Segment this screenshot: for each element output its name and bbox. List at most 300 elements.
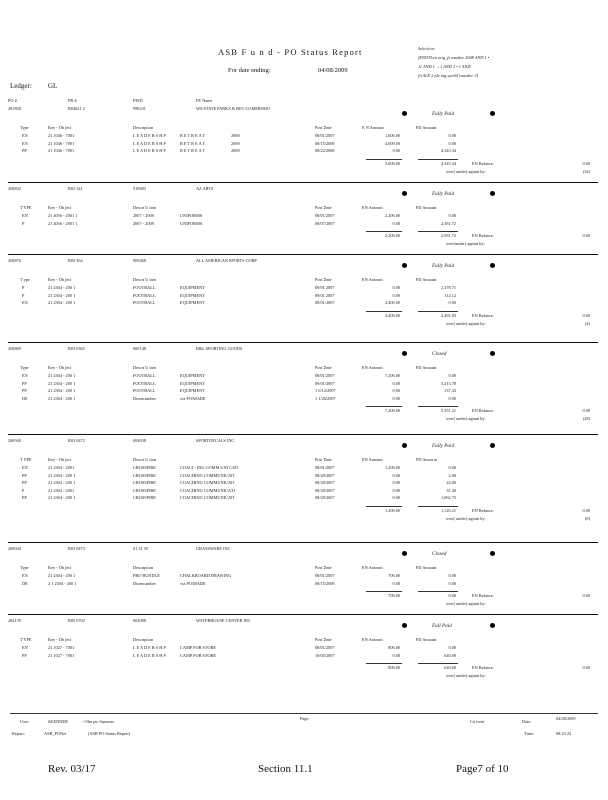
line-header-key: Key - Ob ject xyxy=(48,125,72,130)
line-desc-1: L E A D E R S H P xyxy=(133,140,166,146)
line-post-date: 08/01/2007 xyxy=(315,465,335,470)
footer-report-label: Report: xyxy=(12,731,25,736)
line-pd-amount: 0.00 xyxy=(448,645,456,650)
po-number: 268944 xyxy=(8,546,21,551)
line-desc-2: UNIFORMS xyxy=(180,213,203,218)
line-key: 21 1027 - 7001 xyxy=(48,652,75,658)
line-desc-1: FOOTBALL xyxy=(133,373,156,378)
line-header-en-amount: EN Amount xyxy=(362,565,383,570)
line-header-description: Descri U tion xyxy=(133,277,157,282)
line-header-key: Key - Ob ject xyxy=(48,205,72,210)
pd-total-rule xyxy=(418,506,458,507)
en-total-rule xyxy=(366,231,402,232)
line-en-amount: 1,600.00 xyxy=(384,133,400,138)
line-desc-2: CAMP FOR STORE xyxy=(180,652,217,658)
en-total-rule xyxy=(366,311,402,312)
over-under-label: over(under) agmnt by: xyxy=(446,241,485,247)
line-header-description: Descri U tion xyxy=(133,365,157,370)
line-header-type: Type xyxy=(20,125,29,130)
line-key: 21 1046 - 7001 xyxy=(48,133,75,138)
footer-time-label: Time: xyxy=(524,731,535,736)
ledger-label: Ledger: xyxy=(10,82,32,90)
po-number: 268940 xyxy=(8,438,21,443)
line-header-pd-amount: PD Amount xyxy=(416,365,437,370)
en-total-rule xyxy=(366,406,402,407)
pr-number: R04621 2 xyxy=(68,106,85,111)
line-desc-1: CROSSFIRE xyxy=(133,480,156,486)
line-desc-2: COACHING COMMUNICATI xyxy=(180,495,235,501)
line-desc-2: COACI - ING COMM UNI CATI xyxy=(180,465,239,470)
fe-name: SPORTDECALS INC xyxy=(196,438,235,443)
line-post-date: 08/01/2007 xyxy=(315,300,335,306)
line-header-type: T ype xyxy=(20,277,30,282)
line-post-date: 08/22/2008 xyxy=(315,148,335,154)
fe-name: GRASSWARE INC xyxy=(196,546,231,551)
over-under-value: (28) xyxy=(582,416,590,422)
line-key: 21 1046 - 7001 xyxy=(48,148,75,154)
total-pd-amount: 2,491.83 xyxy=(440,312,456,318)
line-header-key: Key - Ob ject xyxy=(48,637,72,642)
line-key: 21 2304 - 200 1 xyxy=(48,388,76,394)
line-desc-2: CHALKBOARD DRAWING xyxy=(180,573,232,578)
line-post-date: 1 0/12/2007 xyxy=(315,388,336,394)
status-dot-left-icon xyxy=(402,443,407,448)
pd-total-rule xyxy=(418,159,458,160)
line-pd-amount: 0.00 xyxy=(448,573,456,578)
line-pd-amount: 0.00 xyxy=(448,395,456,401)
footer-report-value: ASB_PONet xyxy=(44,731,67,736)
pr-number: R03 0473 xyxy=(68,546,85,551)
line-desc-1: L E A D E R S H P xyxy=(133,645,166,650)
pr-number: R03 0472 xyxy=(68,438,85,443)
selection-line-2: 11 AND 1 →1 AND 1 • 1 AND xyxy=(418,64,471,69)
line-key: 21 2304 - 200 1 xyxy=(48,292,76,298)
status-label: Fully Paid xyxy=(432,111,455,117)
line-en-amount: 0.00 xyxy=(392,292,400,298)
line-key: 21 2304 - 2001 xyxy=(48,465,75,470)
line-key: 21 2304 - 200 1 xyxy=(48,495,76,501)
over-under-value: (34) xyxy=(582,168,590,174)
line-desc-2: R E T R E A T xyxy=(180,133,206,138)
over-under-value: (8) xyxy=(584,516,590,521)
report-title: ASB F u n d - PO Status Report xyxy=(218,47,363,57)
line-header-post-date: Post Date xyxy=(315,565,332,570)
line-header-description: Description xyxy=(133,565,154,570)
line-post-date: 08/28/2007 xyxy=(315,487,335,493)
line-pd-amount: 640.00 xyxy=(444,652,456,658)
en-balance-value: 0.00 xyxy=(582,312,590,318)
status-dot-right-icon xyxy=(490,551,495,556)
en-total-rule xyxy=(366,663,402,664)
pd-total-rule xyxy=(418,406,458,407)
line-desc-2: EQUIPMENT xyxy=(180,373,205,378)
line-header-description: Description xyxy=(133,637,154,642)
line-header-type: Type xyxy=(20,565,29,570)
status-label: Closed xyxy=(432,551,447,557)
line-pd-amount: 0.00 xyxy=(448,133,456,138)
line-desc-1: 2007 - 2008 xyxy=(133,220,154,226)
line-desc-2: EQUIPMENT xyxy=(180,388,205,394)
line-desc-2: R E T R E A T xyxy=(180,140,206,146)
line-post-date: 08/01/2007 xyxy=(315,213,335,218)
status-label: Closed xyxy=(432,351,447,357)
line-desc-1: Disencumber xyxy=(133,395,156,401)
line-desc-2: COACHING COMMUNICATI xyxy=(180,480,235,486)
fe-id: 000148 xyxy=(133,346,146,351)
line-desc-3: 2008 xyxy=(231,148,240,154)
en-total-rule xyxy=(366,506,402,507)
status-dot-left-icon xyxy=(402,351,407,356)
line-header-type: Type xyxy=(20,365,29,370)
line-desc-3: TI xyxy=(231,487,236,493)
line-en-amount: 2,400.00 xyxy=(384,300,400,306)
en-balance-label: EN Balance: xyxy=(472,233,494,239)
line-en-amount: 700.00 xyxy=(388,573,400,578)
line-pd-amount: 0.00 xyxy=(448,580,456,586)
line-desc-1: L E A D E R S H P xyxy=(133,148,166,154)
total-pd-amount: 0.00 xyxy=(448,593,456,599)
fe-id: 01 31 35 xyxy=(133,546,149,551)
line-header-en-amount: EN Amount xyxy=(362,205,383,210)
line-en-amount: 4,000.00 xyxy=(384,140,400,146)
line-type: PP xyxy=(22,472,27,478)
status-dot-left-icon xyxy=(402,111,407,116)
line-type: EN xyxy=(22,465,28,470)
line-pd-amount: 112.12 xyxy=(444,292,456,298)
line-header-post-date: Post Date xyxy=(315,365,332,370)
line-key: 21 2304 - 200 1 xyxy=(48,300,76,306)
line-post-date: 1 1/26/2007 xyxy=(315,395,336,401)
line-header-key: Key - Ob ject xyxy=(48,365,72,370)
line-desc-1: FOOTBALL xyxy=(133,292,156,298)
selection-line-3: (GALE 2 ple ing yun04 )waukee 31 xyxy=(418,73,479,78)
line-en-amount: 0.00 xyxy=(392,380,400,386)
footer-current-label: Cu rrent xyxy=(470,719,485,724)
line-type: PP xyxy=(22,652,27,658)
line-key: 21 4056 - 2001 1 xyxy=(48,213,78,218)
line-post-date: 08/07/2007 xyxy=(315,220,335,226)
status-dot-right-icon xyxy=(490,191,495,196)
line-desc-2: EQUIPMENT xyxy=(180,292,205,298)
total-pd-amount: 5,351.21 xyxy=(440,408,456,414)
line-key: 21 2304 - 200 1 xyxy=(48,573,76,578)
line-key: 21 2304 - 200 1 xyxy=(48,380,76,386)
block-separator xyxy=(8,434,598,435)
line-desc-1: FOOTBALL xyxy=(133,380,156,386)
line-key: 21 2304 - 200 1 xyxy=(48,480,76,486)
line-header-en-amount: EN Amount xyxy=(362,637,383,642)
pd-total-rule xyxy=(418,663,458,664)
line-desc-2: EQUIPMENT xyxy=(180,300,205,306)
en-balance-label: EN Balance: xyxy=(472,508,494,513)
line-pd-amount: 0.00 xyxy=(448,140,456,146)
line-en-amount: 7,200.00 xyxy=(384,373,400,378)
over-under-label: over( under) agmnt by: xyxy=(446,416,486,422)
footer-date-value: 04/08/2009 xyxy=(556,716,576,721)
col-header-po: PO # xyxy=(8,98,17,103)
line-key: 21 4056 - 2001 1 xyxy=(48,220,78,226)
selection-line-1: (ENDTLen orig_fs waukee 2008 AND 1 • xyxy=(418,55,490,60)
line-type: P xyxy=(22,292,25,298)
line-post-date: 08/01/2007 xyxy=(315,573,335,578)
line-header-key: Key - Ob ject xyxy=(48,277,72,282)
line-header-pd-amount: PD Amount xyxy=(416,637,437,642)
en-total-rule xyxy=(366,159,402,160)
line-post-date: 08/15/2008 xyxy=(315,580,335,586)
pd-total-rule xyxy=(418,231,458,232)
line-en-amount: 0.00 xyxy=(392,388,400,394)
en-balance-label: EN Balance: xyxy=(472,593,494,599)
line-en-amount: 0.00 xyxy=(392,220,400,226)
line-pd-amount: 2,378.71 xyxy=(440,285,456,290)
over-under-label: over( under) agmnt by: xyxy=(446,320,486,326)
line-post-date: 09/01 2007 xyxy=(315,292,335,298)
line-pd-amount: 5,213.78 xyxy=(440,380,456,386)
line-en-amount: 800.00 xyxy=(388,645,400,650)
line-desc-1: CROSSFIRE xyxy=(133,495,156,501)
line-post-date: 08/15/2008 xyxy=(315,140,335,146)
block-separator xyxy=(8,254,598,255)
footer-user-value: SKENNER xyxy=(48,719,68,724)
line-header-key: Key - Ob ject xyxy=(48,565,72,570)
line-key: 21 2304 - 200 1 xyxy=(48,285,76,290)
line-header-post-date: Post Date xyxy=(315,277,332,282)
line-header-description: Description xyxy=(133,125,154,130)
line-desc-2: COACHING COMMUNICA xyxy=(180,487,231,493)
footer-date-label: Date: xyxy=(522,719,532,724)
en-balance-value: 0.00 xyxy=(582,160,590,166)
fe-name: WATERHOUSE CENTER INC xyxy=(196,618,251,623)
line-type: PP xyxy=(22,388,27,394)
en-balance-value: 0.00 xyxy=(582,665,590,671)
line-desc-1: FOOTBALL xyxy=(133,285,156,290)
po-number: 284139 xyxy=(8,618,21,623)
page-footer-page: Page7 of 10 xyxy=(456,763,509,775)
line-header-pd-amount: PD Amount xyxy=(416,277,437,282)
line-type: P xyxy=(22,220,25,226)
total-en-amount: 700.00 xyxy=(388,593,400,599)
line-desc-3: 2008 xyxy=(231,133,240,138)
total-en-amount: 800.00 xyxy=(388,665,400,671)
line-post-date: 08/01/2007 xyxy=(315,373,335,378)
date-ending-label: For date ending: xyxy=(228,67,271,74)
line-type: EN xyxy=(22,373,28,378)
status-dot-left-icon xyxy=(402,263,407,268)
total-pd-amount: 2,581.72 xyxy=(440,233,456,239)
block-separator xyxy=(8,614,598,615)
col-header-pr: PR # xyxy=(68,98,77,103)
line-desc-1: PRO BUNDLE xyxy=(133,573,160,578)
over-under-value: (4) xyxy=(584,320,590,326)
line-header-en-amount: EN Amount xyxy=(362,277,383,282)
line-en-amount: 0.00 xyxy=(392,487,400,493)
line-type: EN xyxy=(22,573,28,578)
fe-name: AZ ARTS xyxy=(196,186,214,191)
status-dot-right-icon xyxy=(490,263,495,268)
fe-id: 998231 xyxy=(133,106,146,111)
fe-id: 910683 xyxy=(133,186,146,191)
line-desc-2: UNIFORMS xyxy=(180,220,203,226)
line-pd-amount: 0.00 xyxy=(448,373,456,378)
line-type: PP xyxy=(22,480,27,486)
line-pd-amount: 31.40 xyxy=(446,487,456,493)
en-balance-value: 0.00 xyxy=(582,508,590,513)
line-key: 21 2304 - 200 1 xyxy=(48,472,76,478)
line-header-post-date: Post Date xyxy=(315,125,332,130)
en-balance-label: EN Balance: xyxy=(472,160,494,166)
line-desc-2: EQUIPMENT xyxy=(180,285,205,290)
status-dot-right-icon xyxy=(490,443,495,448)
status-label: Fully Paid xyxy=(432,191,455,197)
line-type: EN xyxy=(22,300,28,306)
line-key: 2 1 2304 - 200 1 xyxy=(48,580,77,586)
total-pd-amount: 640.00 xyxy=(444,665,456,671)
over-under-label: over( under) agmnt by: xyxy=(446,516,486,521)
line-desc-1: CROSSFIRE xyxy=(133,472,156,478)
line-pd-amount: 0.00 xyxy=(448,213,456,218)
line-en-amount: 0.00 xyxy=(392,652,400,658)
line-type: PP xyxy=(22,148,27,154)
line-key: 21 2304 - 200 1 xyxy=(48,373,76,378)
total-pd-amount: 1,120.21 xyxy=(440,508,456,513)
line-post-date: 10/05/2007 xyxy=(315,652,335,658)
fe-name: ALL AMERICAN SPORTS CORP xyxy=(196,258,257,263)
line-desc-1: L E A D E R S H P xyxy=(133,133,166,138)
status-label: Full Paid xyxy=(432,623,452,629)
total-en-amount: 2,400.00 xyxy=(384,312,400,318)
date-ending-value: 04/08/2009 xyxy=(318,67,348,74)
line-desc-1: L E A D E R S H P xyxy=(133,652,166,658)
line-desc-1: CROSSFIRE xyxy=(133,465,156,470)
line-type: EN xyxy=(22,213,28,218)
line-type: P xyxy=(22,285,25,290)
footer-page-label: Page: xyxy=(300,716,310,721)
line-header-en-amount: EN Amount xyxy=(362,457,383,462)
en-balance-value: 0.00 xyxy=(582,408,590,414)
line-type: PP xyxy=(22,380,27,386)
line-header-pd-amount: PD Amount xyxy=(416,125,437,130)
line-en-amount: 2,200.00 xyxy=(384,213,400,218)
line-header-pd-amount: PD Amou nt xyxy=(416,457,438,462)
po-number: 281858 xyxy=(8,106,21,111)
line-header-post-date: Post Date xyxy=(315,205,332,210)
over-under-label: over( under) agmnt by: xyxy=(446,601,486,607)
line-desc-1: 2007 - 2008 xyxy=(133,213,154,218)
line-header-type: T YPE xyxy=(20,205,32,210)
total-en-amount: 7,200.00 xyxy=(384,408,400,414)
line-desc-2: CAMP FOR STORE xyxy=(180,645,217,650)
status-dot-left-icon xyxy=(402,623,407,628)
line-header-post-date: Post Date xyxy=(315,637,332,642)
line-header-pd-amount: PD Amount xyxy=(416,205,437,210)
line-post-date: 09/01 2007 xyxy=(315,285,335,290)
line-pd-amount: 0.00 xyxy=(448,465,456,470)
line-header-en-amount: E N Amount xyxy=(362,125,384,130)
line-key: 21 1046 - 7001 xyxy=(48,140,75,146)
line-post-date: 09/01/2007 xyxy=(315,380,335,386)
en-balance-value: 0.00 xyxy=(582,593,590,599)
line-type: DE xyxy=(22,395,28,401)
line-pd-amount: 0.00 xyxy=(448,300,456,306)
line-header-description: Descri U tion xyxy=(133,205,157,210)
en-balance-value: 0.00 xyxy=(582,233,590,239)
line-header-post-date: Post Date xyxy=(315,457,332,462)
fe-id: 004088 xyxy=(133,618,146,623)
line-type: DE xyxy=(22,580,28,586)
line-header-description: Descri U tion xyxy=(133,457,157,462)
line-post-date: 08/01/2007 xyxy=(315,645,335,650)
po-number: 268832 xyxy=(8,186,21,191)
pd-total-rule xyxy=(418,311,458,312)
line-pd-amount: 137.43 xyxy=(444,388,456,394)
line-type: EN xyxy=(22,140,28,146)
line-header-type: T YPE xyxy=(20,637,32,642)
line-desc-2: EQUIPMENT xyxy=(180,380,205,386)
line-en-amount: 1,200.00 xyxy=(384,465,400,470)
total-en-amount: 5,600.00 xyxy=(384,160,400,166)
line-pd-amount: 1,062.75 xyxy=(440,495,456,501)
page-footer-rev: Rev. 03/17 xyxy=(48,763,96,775)
line-key: 21 2304 - 2001 xyxy=(48,487,75,493)
line-en-amount: 0.00 xyxy=(392,285,400,290)
line-header-en-amount: EN Amount xyxy=(362,365,383,370)
line-pd-amount: 24.00 xyxy=(446,480,456,486)
fe-name: B&L SPORTING GOODS xyxy=(196,346,243,351)
line-post-date: 08/28/2007 xyxy=(315,480,335,486)
pr-number: R05 0702 xyxy=(68,618,85,623)
footer-rule xyxy=(10,713,598,714)
status-dot-right-icon xyxy=(490,623,495,628)
line-en-amount: 0.00 xyxy=(392,472,400,478)
footer-user-label: User: xyxy=(20,719,30,724)
line-desc-2: via PO/MADE xyxy=(180,580,206,586)
line-header-type: T YPE xyxy=(20,457,32,462)
line-desc-1: CROSSFIRE xyxy=(133,487,156,493)
page-footer-section: Section 11.1 xyxy=(258,763,313,775)
status-dot-left-icon xyxy=(402,551,407,556)
fe-id: 004038 xyxy=(133,438,146,443)
line-pd-amount: 4,343.34 xyxy=(440,148,456,154)
total-en-amount: 1,200.00 xyxy=(384,508,400,513)
line-type: P xyxy=(22,487,25,493)
en-balance-label: EN Balance: xyxy=(472,312,494,318)
line-desc-1: FOOTBALL xyxy=(133,300,156,306)
en-total-rule xyxy=(366,591,402,592)
line-pd-amount: 2.06 xyxy=(448,472,456,478)
line-pd-amount: 2,581.72 xyxy=(440,220,456,226)
line-key: 21 2304 - 200 1 xyxy=(48,395,76,401)
line-key: 21 1027 - 7001 xyxy=(48,645,75,650)
total-en-amount: 2,200.00 xyxy=(384,233,400,239)
line-en-amount: 0.00 xyxy=(392,580,400,586)
line-post-date: 08/28/2007 xyxy=(315,495,335,501)
footer-report-desc: (ASB PO Status Report) xyxy=(88,731,131,736)
col-header-fe-name: FE Name xyxy=(196,98,213,103)
pr-number: R03 341 xyxy=(68,186,83,191)
status-label: Fully Paid xyxy=(432,263,455,269)
line-desc-2: via PO/MADE xyxy=(180,395,206,401)
en-balance-label: EN Balance: xyxy=(472,408,494,414)
over-under-label: over( under) agmnt by: xyxy=(446,673,486,679)
line-en-amount: 0.00 xyxy=(392,395,400,401)
pr-number: R03 0365 xyxy=(68,346,85,351)
status-label: Fully Paid xyxy=(432,443,455,449)
footer-time-value: 08:23:22 xyxy=(556,731,572,736)
footer-org-text: - Olm pic Summer xyxy=(82,719,115,724)
line-desc-1: FOOTBALL xyxy=(133,388,156,394)
line-en-amount: 0.00 xyxy=(392,495,400,501)
line-desc-3: 2008 xyxy=(231,140,240,146)
